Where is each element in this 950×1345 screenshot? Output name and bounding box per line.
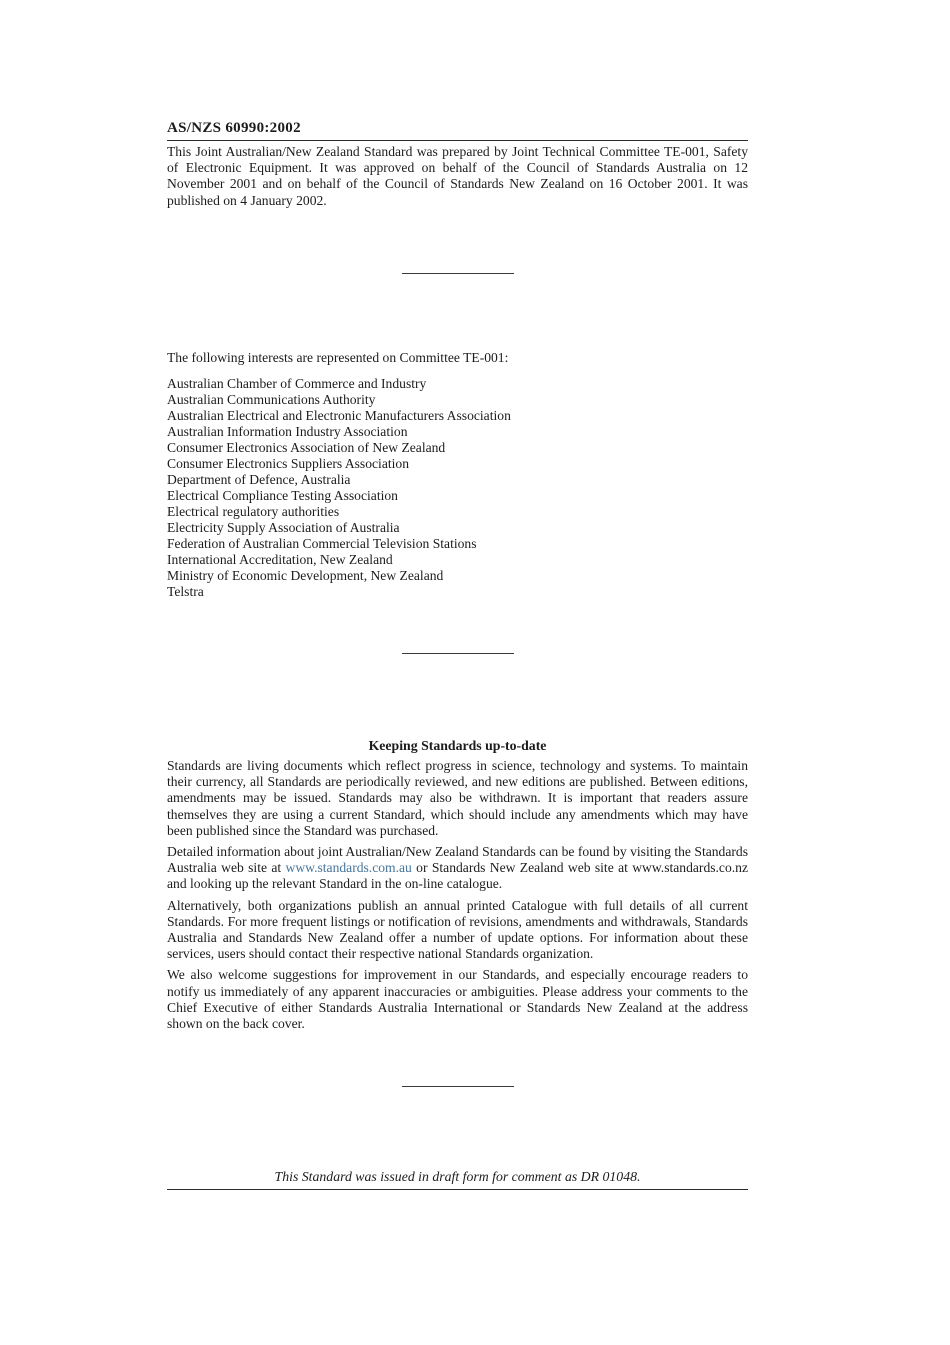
committee-member: Electrical regulatory authorities bbox=[167, 504, 340, 520]
title-rule bbox=[167, 140, 748, 141]
keeping-paragraph-2 bbox=[167, 844, 748, 893]
committee-member-list bbox=[167, 376, 748, 600]
committee-member: Ministry of Economic Development, New Zealand bbox=[167, 568, 444, 584]
section-divider bbox=[402, 273, 514, 274]
section-divider bbox=[402, 653, 514, 654]
committee-member: Australian Information Industry Association bbox=[167, 424, 408, 440]
committee-member: Department of Defence, Australia bbox=[167, 472, 351, 488]
committee-member: Electrical Compliance Testing Association bbox=[167, 488, 398, 504]
page-content bbox=[167, 0, 748, 1190]
preparation-paragraph: This Joint Australian/New Zealand Standard was prepared by Joint Technical Committee TE-001, Safety of Electronic Equipment. It was approved on behalf of the Council of Standards Australia on 12 November 2001 and on behalf of the Council of Standards New Zealand on 16 October 2001. It was published on 4 January 2002. bbox=[167, 144, 748, 208]
keeping-paragraph-1: Standards are living documents which reflect progress in science, technology and systems. To maintain their currency, all Standards are periodically reviewed, and new editions are published. Between editions, amendments may be issued. Standards may also be withdrawn. It is important that readers assure themselves they are using a current Standard, which should include any amendments which may have been published since the Standard was purchased. bbox=[167, 758, 748, 838]
keeping-paragraph-3: Alternatively, both organizations publish an annual printed Catalogue with full details of all current Standards. For more frequent listings or notification of revisions, amendments and withdrawals, Standards Australia and Standards New Zealand offer a number of update options. For information about these services, users should contact their respective national Standards organization. bbox=[167, 897, 748, 962]
committee-member: Australian Communications Authority bbox=[167, 392, 376, 408]
standards-australia-link[interactable]: www.standards.com.au bbox=[285, 860, 412, 876]
footer-rule bbox=[167, 1189, 748, 1190]
keeping-up-to-date-heading: Keeping Standards up-to-date bbox=[368, 738, 547, 754]
committee-member: Consumer Electronics Association of New Zealand bbox=[167, 440, 446, 456]
draft-comment-note: This Standard was issued in draft form for comment as DR 01048. bbox=[274, 1169, 641, 1185]
keeping-paragraph-2-text-before: Detailed information about joint Australian/New Zealand Standards can be found by visiting the Standards Australia web site at bbox=[167, 844, 748, 876]
committee-intro-line: The following interests are represented on Committee TE-001: bbox=[167, 349, 509, 365]
keeping-paragraph-2-text-after: or Standards New Zealand web site at www.standards.co.nz and looking up the relevant Standard in the on-line catalogue. bbox=[167, 860, 748, 892]
document-id-heading: AS/NZS 60990:2002 bbox=[167, 120, 301, 136]
committee-member: Australian Electrical and Electronic Manufacturers Association bbox=[167, 408, 511, 424]
section-divider bbox=[402, 1086, 514, 1087]
committee-member: Consumer Electronics Suppliers Association bbox=[167, 456, 410, 472]
keeping-paragraph-4: We also welcome suggestions for improvement in our Standards, and especially encourage readers to notify us immediately of any apparent inaccuracies or ambiguities. Please address your comments to the Chief Executive of either Standards Australia International or Standards New Zealand at the address shown on the back cover. bbox=[167, 967, 748, 1032]
committee-member: International Accreditation, New Zealand bbox=[167, 552, 393, 568]
committee-member: Australian Chamber of Commerce and Industry bbox=[167, 376, 427, 392]
committee-member: Federation of Australian Commercial Television Stations bbox=[167, 536, 477, 552]
committee-member: Telstra bbox=[167, 584, 204, 600]
committee-member: Electricity Supply Association of Australia bbox=[167, 520, 400, 536]
